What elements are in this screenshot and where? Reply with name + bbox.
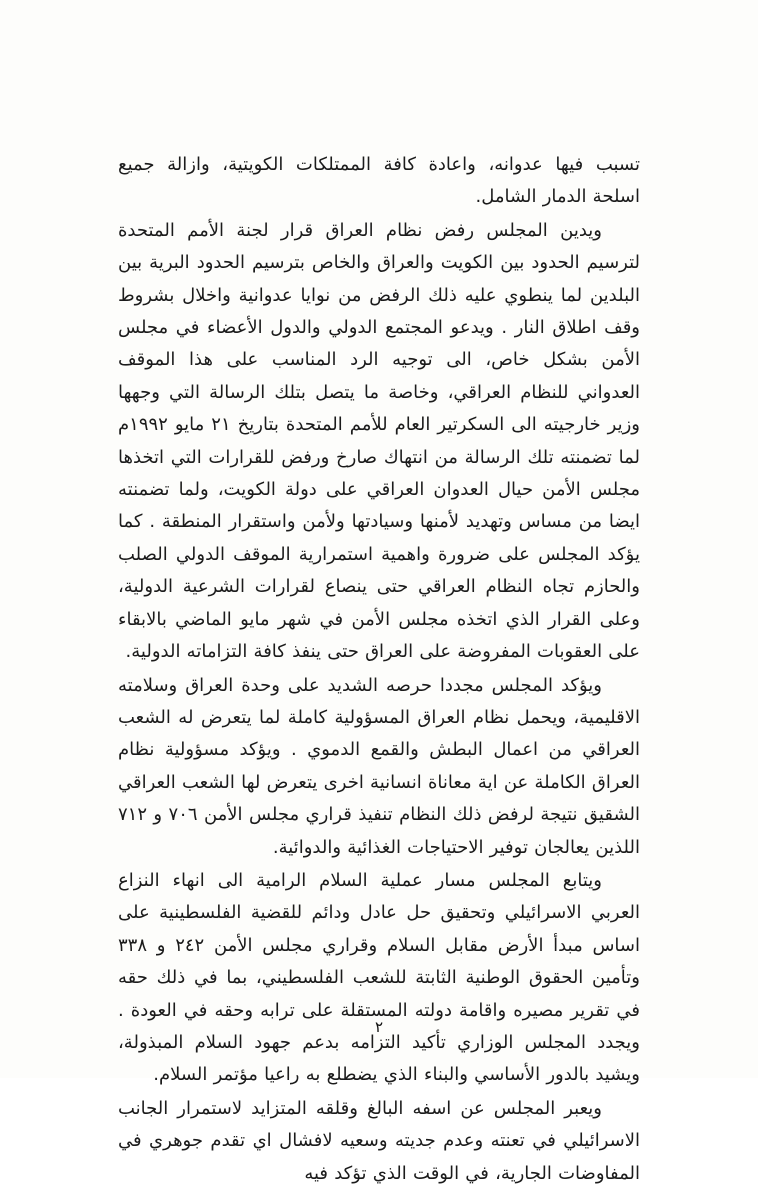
paragraph-peace-process: ويتابع المجلس مسار عملية السلام الرامية الى انهاء النزاع العربي الاسرائيلي وتحقيق حل عادل ودائم للقضية الفلسطينية على اساس مبدأ الأرض مقابل السلام وقراري مجلس الأمن ٢٤٢ و ٣٣٨ وتأمين الحقوق الوطنية الثابتة للشعب الفلسطيني، بما في ذلك حقه في تقرير مصيره واقامة دولته المستقلة على ترابه وحقه في العودة . ويجدد المجلس الوزاري تأكيد التزامه بدعم جهود السلام المبذولة، ويشيد بالدور الأساسي والبناء الذي يضطلع به راعيا مؤتمر السلام. bbox=[118, 869, 640, 1086]
paragraph-israeli-side-concern: ويعبر المجلس عن اسفه البالغ وقلقه المتزايد لاستمرار الجانب الاسرائيلي في تعنته وعدم جديته وسعيه لافشال اي تقدم جوهري في المفاوضات الجارية، في الوقت الذي تؤكد فيه bbox=[118, 1097, 640, 1184]
paragraph-iraq-unity-responsibility: ويؤكد المجلس مجددا حرصه الشديد على وحدة العراق وسلامته الاقليمية، ويحمل نظام العراق المسؤولية كاملة لما يتعرض له الشعب العراقي من اعمال البطش والقمع الدموي . ويؤكد مسؤولية نظام العراق الكاملة عن اية معاناة انسانية اخرى يتعرض لها الشعب العراقي الشقيق نتيجة لرفض ذلك النظام تنفيذ قراري مجلس الأمن ٧٠٦ و ٧١٢ اللذين يعالجان توفير الاحتياجات الغذائية والدوائية. bbox=[118, 674, 641, 858]
paragraph-continuation: تسبب فيها عدوانه، واعادة كافة الممتلكات الكويتية، وازالة جميع اسلحة الدمار الشامل. bbox=[118, 154, 640, 208]
page-number: ٢ bbox=[374, 1018, 384, 1036]
paragraph-iraq-border-condemnation: ويدين المجلس رفض نظام العراق قرار لجنة الأمم المتحدة لترسيم الحدود بين الكويت والعراق والخاص بترسيم الحدود البرية بين البلدين لما ينطوي عليه ذلك الرفض من نوايا عدوانية واخلال بشروط وقف اطلاق النار . ويدعو المجتمع الدولي والدول الأعضاء في مجلس الأمن بشكل خاص، الى توجيه الرد المناسب على هذا الموقف العدواني للنظام العراقي، وخاصة ما يتصل بتلك الرسالة التي وجهها وزير خارجيته الى السكرتير العام للأمم المتحدة بتاريخ ٢١ مايو ١٩٩٢م لما تضمنته تلك الرسالة من انتهاك صارخ ورفض للقرارات التي اتخذها مجلس الأمن حيال العدوان العراقي على دولة الكويت، ولما تضمنته ايضا من مساس وتهديد لأمنها وسيادتها ولأمن واستقرار المنطقة . كما يؤكد المجلس على ضرورة واهمية استمرارية الموقف الدولي الصلب والحازم تجاه النظام العراقي حتى ينصاع لقرارات الشرعية الدولية، وعلى القرار الذي اتخذه مجلس الأمن في شهر مايو الماضي بالابقاء على العقوبات المفروضة على العراق حتى ينفذ كافة التزاماته الدولية. bbox=[118, 219, 640, 663]
